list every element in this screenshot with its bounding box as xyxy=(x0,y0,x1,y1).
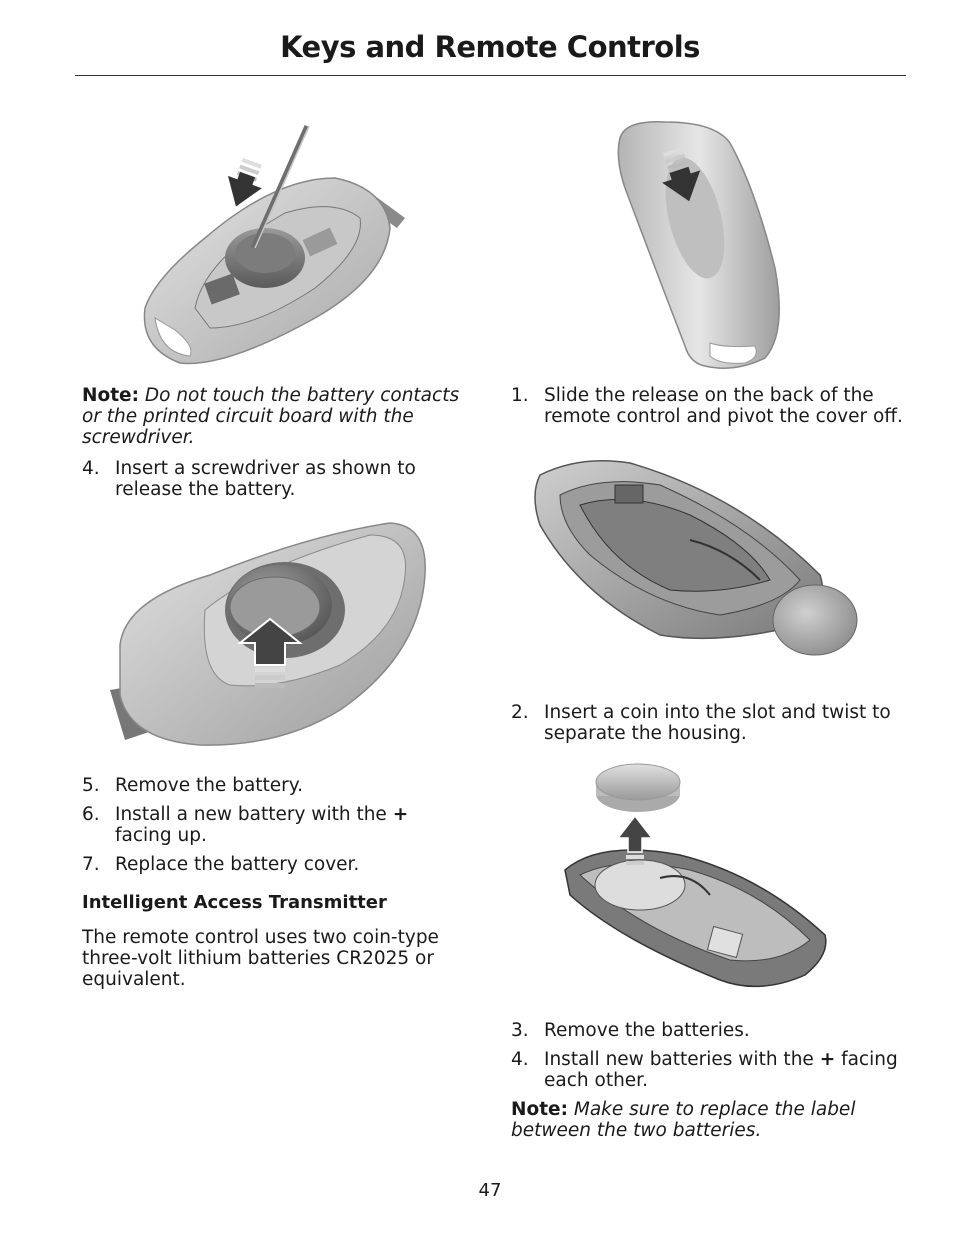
plus-symbol: + xyxy=(819,1049,836,1070)
left-step-6 xyxy=(82,804,472,848)
left-step-7 xyxy=(82,854,472,876)
note-text: Do not touch the battery contacts or the printed circuit board with the screwdriver. xyxy=(82,385,460,448)
step-text xyxy=(544,1049,904,1091)
step-text xyxy=(115,804,470,846)
note-screwdriver xyxy=(82,385,482,448)
step-text-before: Install a new battery with the xyxy=(115,804,393,825)
smart-key-open-housing-illustration xyxy=(520,455,890,670)
battery-paragraph: The remote control uses two coin-type three-volt lithium batteries CR2025 or equivalent. xyxy=(82,927,439,990)
right-step-2 xyxy=(511,702,911,746)
plus-symbol: + xyxy=(392,804,409,825)
step-text: Remove the battery. xyxy=(115,775,303,796)
section-heading: Intelligent Access Transmitter xyxy=(82,892,387,913)
smart-key-back-illustration xyxy=(605,118,795,373)
right-step-3 xyxy=(511,1020,911,1042)
left-step-4 xyxy=(82,458,472,502)
flip-key-screwdriver-illustration xyxy=(135,118,425,373)
step-text: Slide the release on the back of the remote control and pivot the cover off. xyxy=(544,385,903,427)
step-text-after: facing up. xyxy=(115,825,207,846)
note-label: Note: xyxy=(511,1099,568,1120)
flip-key-battery-removal-illustration xyxy=(110,515,430,753)
step-text: Remove the batteries. xyxy=(544,1020,750,1041)
step-text: Replace the battery cover. xyxy=(115,854,360,875)
right-step-1 xyxy=(511,385,911,429)
note-label-replace xyxy=(511,1099,881,1141)
step-number: 2. xyxy=(511,702,529,723)
step-number: 7. xyxy=(82,854,100,875)
header-rule xyxy=(75,75,906,76)
step-number: 5. xyxy=(82,775,100,796)
step-number: 1. xyxy=(511,385,529,406)
left-step-5 xyxy=(82,775,472,797)
page-number: 47 xyxy=(478,1180,502,1201)
note-text: Make sure to replace the label between the two batteries. xyxy=(511,1099,856,1141)
smart-key-battery-removal-illustration xyxy=(560,760,840,1000)
step-number: 3. xyxy=(511,1020,529,1041)
note-label: Note: xyxy=(82,385,139,406)
step-text: Insert a coin into the slot and twist to separate the housing. xyxy=(544,702,891,744)
step-number: 4. xyxy=(82,458,100,479)
page-title: Keys and Remote Controls xyxy=(280,30,700,64)
right-step-4 xyxy=(511,1049,911,1093)
step-number: 4. xyxy=(511,1049,529,1070)
step-number: 6. xyxy=(82,804,100,825)
step-text-after: facing each other. xyxy=(544,1049,898,1091)
step-text-before: Install new batteries with the xyxy=(544,1049,820,1070)
step-text: Insert a screwdriver as shown to release the battery. xyxy=(115,458,416,500)
